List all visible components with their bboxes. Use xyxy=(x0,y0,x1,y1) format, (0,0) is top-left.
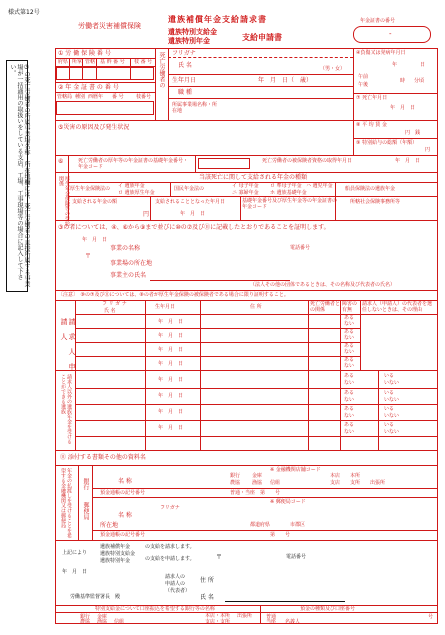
branch-type-5[interactable]: 出張所 xyxy=(370,480,386,486)
other-birth-4[interactable]: 年 月 日 xyxy=(158,425,184,431)
others-label: 請求人以外の遺族年金を受けることができる遺族 xyxy=(60,374,72,444)
pension-kinds-title: 当該死亡に関して支給される年金の種類 xyxy=(198,174,307,181)
injury-date-label: ④負傷又は発病年月日 xyxy=(356,50,406,56)
form-title: 遺族補償年金支給請求書 xyxy=(168,15,267,24)
injury-hour: 時 xyxy=(400,78,406,84)
bank-type-5[interactable]: 信組 xyxy=(270,480,281,486)
post-acct-label: 預金通帳の記号番号 xyxy=(100,532,146,538)
post-v-label: 郵便局 xyxy=(82,502,89,520)
kokumin-option-e[interactable]: ホ 遺族基礎年金 xyxy=(270,190,307,196)
claimant-dis-no-4[interactable]: ない xyxy=(344,363,355,369)
sec1-col-pref: 府県 xyxy=(58,59,69,65)
bottom-bank-right: 預金の種類及び口座番号 xyxy=(300,606,356,612)
pension-ymd: 年 月 日 xyxy=(180,211,206,217)
fin-code-label: ※ 金融機関店舗コード xyxy=(270,467,321,473)
cert-note: 〔注意〕 ⑨の⑦及び⑪については、⑧の者が厚生年金保険の被保険者である場合に限り証明すること。 xyxy=(58,292,289,298)
claimant-dis-yes-1[interactable]: ある xyxy=(344,315,355,321)
office-label: 所轄社会保険事務所等 xyxy=(350,199,401,205)
seaman-label: 船員保険法の遺族年金 xyxy=(345,186,396,192)
post-addr-label: 所在地 xyxy=(100,522,119,529)
kokumin-label: 国民年金法の xyxy=(174,186,205,192)
pension-cert-box[interactable] xyxy=(353,26,431,43)
claimants-h-birth: 生年月日 xyxy=(155,304,176,310)
cert-zip: 〒 xyxy=(85,253,92,260)
pension-cert-number-input[interactable] xyxy=(56,101,154,115)
special-wage-label: ⑨ 特別給与の総額（年額） xyxy=(356,140,418,146)
bottom-bank-1[interactable]: 銀行 xyxy=(80,614,91,620)
bank-type-4[interactable]: 漁協 xyxy=(252,480,263,486)
death-date-format: 年 月 日 xyxy=(390,105,416,111)
bottom-branch-1[interactable]: 本店・本所 xyxy=(205,613,231,619)
sec6-num: ⑥ xyxy=(58,158,64,165)
bank-type-2[interactable]: 金庫 xyxy=(252,473,263,479)
claimant-dis-yes-3[interactable]: ある xyxy=(344,343,355,349)
claimants-h-address: 住 所 xyxy=(250,304,262,310)
bottom-acct-no: 号 xyxy=(428,614,434,620)
other-same-no-1[interactable]: いない xyxy=(384,380,400,386)
footer-by: 上記により xyxy=(62,550,88,556)
labor-insurance-number-input[interactable] xyxy=(56,67,154,80)
sec2-label: ② 年 金 証 書 の 番 号 xyxy=(58,84,119,91)
footer-item-3: 遺族特別年金 xyxy=(100,558,131,564)
other-dis-yes-3[interactable]: ある xyxy=(344,406,355,412)
claimant-dis-yes-4[interactable]: ある xyxy=(344,357,355,363)
pension-amount-label: 支給される年金の額 xyxy=(72,199,118,205)
insurance-name: 労働者災害補償保険 xyxy=(78,22,141,30)
other-dis-no-1[interactable]: ない xyxy=(344,380,355,386)
post-acct-format[interactable]: 第 号 xyxy=(270,532,291,538)
sec2-col-1: 管轄局 xyxy=(57,94,73,100)
death-date-label: ⑦ 死亡年月日 xyxy=(356,95,388,101)
cert-ymd: 年 月 日 xyxy=(82,237,108,243)
other-dis-yes-4[interactable]: ある xyxy=(344,422,355,428)
branch-type-3[interactable]: 支店 xyxy=(330,480,341,486)
deceased-label: 死亡労働者の xyxy=(158,52,165,88)
kokumin-option-d[interactable]: ニ 寡婦年金 xyxy=(232,190,259,196)
post-code-label: ※ 郵便局コード xyxy=(270,499,306,505)
injury-minute: 分頃 xyxy=(414,78,425,84)
injury-pm: 午後 xyxy=(358,82,369,88)
post-city: 市郡区 xyxy=(290,522,306,528)
other-same-yes-4[interactable]: いる xyxy=(384,422,395,428)
claimant-dis-yes-2[interactable]: ある xyxy=(344,329,355,335)
footer-name: 氏 名 xyxy=(200,594,214,601)
kokumin-option-c[interactable]: ハ 遺児年金 xyxy=(306,183,333,189)
occupation-label: 職 種 xyxy=(178,89,192,96)
bottom-bank-3[interactable]: 農協 xyxy=(80,619,91,625)
workplace-label: 所属事業場名称・所在地 xyxy=(172,102,218,114)
bank-type-1[interactable]: 銀行 xyxy=(230,473,241,479)
claimant-dis-no-3[interactable]: ない xyxy=(344,349,355,355)
injury-ymd: 年 xyxy=(392,62,398,68)
deceased-name-label: 氏 名 xyxy=(178,62,192,69)
kosei-option-a[interactable]: イ 遺族年金 xyxy=(118,183,145,189)
post-furigana: フリガナ xyxy=(160,505,180,511)
injury-am: 午前 xyxy=(358,74,369,80)
bank-label: 年金の払渡しを受けることを希望する金融機関又は郵便局 xyxy=(60,468,72,538)
sec1-label: ① 労 働 保 険 番 号 xyxy=(58,50,111,57)
birth-format: 年 月 日（ 歳） xyxy=(258,77,313,84)
claimants-h-disability: 障害の有無 xyxy=(342,301,358,313)
cert-owner-note: （法人その他の団体であるときは、その名称及び代表者の氏名） xyxy=(250,282,396,288)
post-pref: 都道府県 xyxy=(250,522,271,528)
bottom-bank-left: 特別支給金について口座振込を希望する銀行等の名称 xyxy=(95,606,215,612)
birth-label: 生年月日 xyxy=(172,77,197,84)
footer-office: 労働基準監督署長 殿 xyxy=(70,594,121,600)
bank-acct-label: 預金通帳の記号番号 xyxy=(100,490,146,496)
footer-action-1: の支給を請求します。 xyxy=(145,544,195,550)
footer-claimant-2: 申請人の xyxy=(165,581,186,587)
other-same-yes-1[interactable]: いる xyxy=(384,373,395,379)
branch-type-1[interactable]: 本店 xyxy=(330,473,341,479)
cert-text: ③の者については、④、⑥から⑨まで並びに⑩の⑦及び⑪に記載したとおりであることを証明します。 xyxy=(58,224,330,231)
cert-business-label: 事業の名称 xyxy=(110,245,141,252)
bottom-branch-2[interactable]: 出張所 xyxy=(237,613,253,619)
docs-label: ⑪ 添付する書類その他の資料名 xyxy=(60,454,146,461)
cert-tel-label: 電話番号 xyxy=(290,245,311,251)
claimant-dis-no-2[interactable]: ない xyxy=(344,335,355,341)
side-note: ③の死亡労働者の所属事業場名称・所在地欄には、死亡労働者の直接所属する事業場が一括適用の取扱いをしている支店、工場、工事現場等の場合に記入して下さい。 xyxy=(9,64,30,287)
other-dis-yes-1[interactable]: ある xyxy=(344,373,355,379)
claimant-dis-no-1[interactable]: ない xyxy=(344,321,355,327)
pension-yen: 円 xyxy=(143,211,150,218)
other-same-no-4[interactable]: いない xyxy=(384,429,400,435)
claimants-furigana: フ リ ガ ナ xyxy=(102,301,127,307)
basic-pension-number-input[interactable] xyxy=(198,158,250,169)
bottom-acct-2[interactable]: 当座 xyxy=(266,619,277,625)
other-same-yes-3[interactable]: いる xyxy=(384,406,395,412)
avg-wage-label: ⑧ 平 均 賃 金 xyxy=(356,122,387,128)
sec2-col-4: 番 号 xyxy=(112,94,124,100)
pension-code-label: 基礎年金番号及び厚生年金等の年金証書の年金コード xyxy=(242,198,338,210)
other-same-yes-2[interactable]: いる xyxy=(384,390,395,396)
bank-v-label: 銀行 xyxy=(82,478,89,490)
bottom-acct-1[interactable]: 普通 xyxy=(266,614,277,620)
sec6-qualification-label: 死亡労働者の被保険者資格の取得年月日 xyxy=(262,158,353,164)
form-number: 様式第12号 xyxy=(8,9,40,16)
footer-claimant-1: 請求人の xyxy=(165,574,186,580)
claimants-h-name: 氏 名 xyxy=(104,308,116,314)
form-title-suffix: 支給申請書 xyxy=(242,33,282,42)
branch-type-2[interactable]: 本所 xyxy=(350,473,361,479)
furigana-label: フリガナ xyxy=(172,50,196,57)
pension-cert-label: 年金証書の番号 xyxy=(360,18,396,24)
other-dis-no-3[interactable]: ない xyxy=(344,413,355,419)
pension-start-label: 支給されることとなった年月日 xyxy=(155,199,226,205)
other-dis-yes-2[interactable]: ある xyxy=(344,390,355,396)
bottom-bank-5[interactable]: 信組 xyxy=(114,619,125,625)
accident-cause-label: ⑤災害の原因及び発生状況 xyxy=(58,124,130,131)
kokumin-option-a[interactable]: イ 母子年金 xyxy=(232,183,259,189)
sec1-col-jurisdiction: 管轄 xyxy=(85,59,96,65)
footer-addr: 住 所 xyxy=(200,577,214,584)
bottom-branch-3[interactable]: 支店・支所 xyxy=(205,619,231,625)
kokumin-option-b[interactable]: ロ 準母子年金 xyxy=(270,183,302,189)
sec1-col-charge: 所掌 xyxy=(72,59,83,65)
injury-day: 日 xyxy=(420,62,426,68)
sec1-col-base: 基 幹 番 号 xyxy=(100,59,125,65)
other-dis-no-4[interactable]: ない xyxy=(344,429,355,435)
footer-item-1: 遺族補償年金 xyxy=(100,544,131,550)
footer-ymd: 年 月 日 xyxy=(62,569,88,575)
claimant-birth-1[interactable]: 年 月 日 xyxy=(158,319,184,325)
sec2-col-5: 枝番号 xyxy=(136,94,152,100)
footer-claimant-3: （代表者） xyxy=(165,588,191,594)
other-birth-2[interactable]: 年 月 日 xyxy=(158,393,184,399)
sec1-col-branch: 枝 番 号 xyxy=(134,59,153,65)
claimant-birth-2[interactable]: 年 月 日 xyxy=(158,333,184,339)
bank-type-3[interactable]: 農協 xyxy=(230,480,241,486)
kosei-label: 厚生年金保険法の xyxy=(70,186,111,192)
other-birth-1[interactable]: 年 月 日 xyxy=(158,377,184,383)
form-title-sub1: 遺族特別支給金 xyxy=(168,28,217,36)
form-title-sub2: 遺族特別年金 xyxy=(168,37,210,45)
footer-action-2: の支給を申請します。 xyxy=(145,556,195,562)
bottom-holder: 名義人 xyxy=(285,619,301,625)
bank-name-label: 名 称 xyxy=(118,478,132,485)
claimant-birth-4[interactable]: 年 月 日 xyxy=(158,361,184,367)
sec2-col-2: 種別 xyxy=(75,94,86,100)
cert-addr-label: 事業場の所在地 xyxy=(110,260,153,267)
claimants-h-reason: 請求人（申請人）の代表者を選任しないときは、その理由 xyxy=(362,301,433,313)
other-same-no-2[interactable]: いない xyxy=(384,397,400,403)
other-birth-3[interactable]: 年 月 日 xyxy=(158,409,184,415)
bank-acct-format[interactable]: 普通・当座 第 号 xyxy=(230,490,281,496)
bottom-bank-4[interactable]: 漁協 xyxy=(97,619,108,625)
bottom-bank-2[interactable]: 金庫 xyxy=(97,614,108,620)
gender-choice[interactable]: （男・女） xyxy=(320,66,346,72)
kosei-option-b[interactable]: ロ 遺族厚生年金 xyxy=(118,190,155,196)
footer-tel-label: 電話番号 xyxy=(286,554,307,560)
other-same-no-3[interactable]: いない xyxy=(384,413,400,419)
post-name-label: 名 称 xyxy=(118,512,132,519)
pension-relation-label: 厚生年金保険等の受給関係 xyxy=(58,176,70,226)
claimants-h-relation: 死亡労働者との関係 xyxy=(310,301,341,313)
claimant-birth-3[interactable]: 年 月 日 xyxy=(158,347,184,353)
cert-owner-label: 事業主の氏名 xyxy=(110,272,147,279)
sec2-col-3: 西暦年 xyxy=(88,94,104,100)
branch-type-4[interactable]: 支所 xyxy=(350,480,361,486)
footer-item-2: 遺族特別支給金 xyxy=(100,551,136,557)
special-wage-unit: 円 xyxy=(425,147,431,153)
sec6-pension-code-label: 死亡労働者の厚年等の年金証書の基礎年金番号・年金コード xyxy=(78,158,189,170)
footer-zip: 〒 xyxy=(216,554,223,561)
claimants-label: 請求人申請人 xyxy=(60,318,76,378)
pension-cert-value: - xyxy=(389,30,392,38)
avg-wage-unit: 円 銭 xyxy=(405,130,421,136)
other-dis-no-2[interactable]: ない xyxy=(344,397,355,403)
sec6-date: 年 月 日 xyxy=(395,158,421,164)
